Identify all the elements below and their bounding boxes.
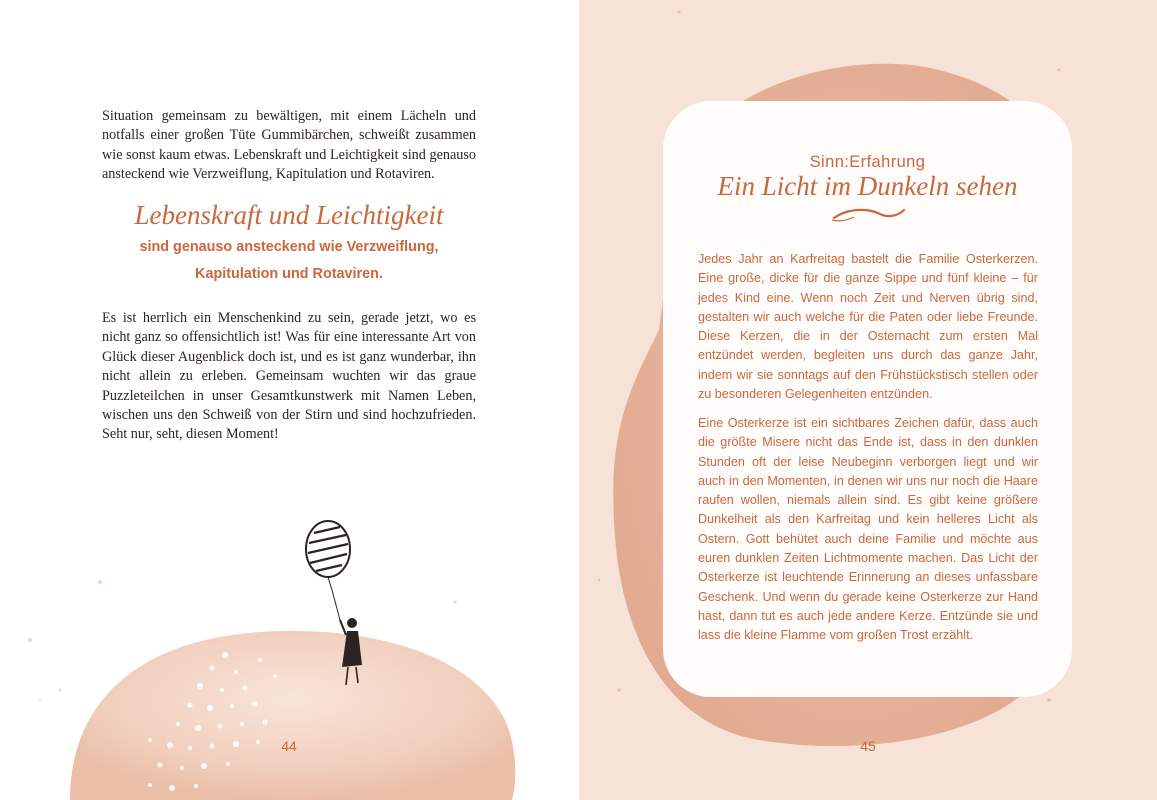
- card-kicker: Sinn:Erfahrung: [809, 153, 926, 171]
- quote-line-2: Kapitulation und Rotaviren.: [195, 266, 383, 282]
- paragraph-1: Situation gemeinsam zu bewältigen, mit einem Lächeln und notfalls einer großen Tüte Gummibärchen, schweißt zusammen wie sonst kaum etwas. Lebenskraft und Leichtigkeit sind genauso ansteckend wie Verzweiflung, Kapitulation und Rotaviren.: [102, 108, 476, 183]
- card-paragraph-2: Eine Osterkerze ist ein sichtbares Zeichen dafür, dass auch die größte Misere nicht das Ende ist, dass in den dunklen Stunden oft der leise Neubeginn verborgen liegt und wir auch in den Momenten, in denen wir uns nur noch die Haare raufen wollen, niemals allein sind. Es gibt keine größere Dunkelheit als den Karfreitag und kein helleres Licht als Ostern. Gott behütet auch deine Familie und möchte aus euren dunklen Zeiten Lichtmomente machen. Das Licht der Osterkerze ist leuchtende Erinnerung an dieses unfassbare Geschenk. Und wenn du gerade keine Osterkerze zur Hand hast, dann tut es auch jede andere Kerze. Entzünde sie und lass die kleine Flamme vom großen Trost erzählt.: [698, 416, 1038, 643]
- paragraph-2: Es ist herrlich ein Menschenkind zu sein, gerade jetzt, wo es nicht ganz so offensichtlich ist! Was für eine interessante Art von Glück dieser Augenblick doch ist, und es ist ganz wunderbar, ihn nicht allein zu erleben. Gemeinsam wuchten wir das graue Puzzleteilchen in unser Gesamtkunstwerk mit Namen Leben, wischen uns den Schweiß von der Stirn und sind hochzufrieden. Seht nur, seht, diesen Moment!: [102, 310, 476, 443]
- page-number-right: 45: [860, 738, 876, 754]
- info-card: [663, 101, 1072, 697]
- quote-title: Lebenskraft und Leichtigkeit: [134, 200, 444, 230]
- card-paragraph-1: Jedes Jahr an Karfreitag bastelt die Familie Osterkerzen. Eine große, dicke für die ganze Sippe und fünf kleine – für jedes Kind eine. Wenn noch Zeit und Nerven übrig sind, gestalten wir auch welche für die Paten oder liebe Freunde. Diese Kerzen, die in der Osternacht zum ersten Mal entzündet werden, begleiten uns durch das ganze Jahr, indem wir sie sonntags auf den Frühstückstisch stellen oder zu besonderen Gelegenheiten entzünden.: [698, 252, 1038, 402]
- card-title: Ein Licht im Dunkeln sehen: [717, 171, 1018, 201]
- balloon-girl-illustration: [300, 515, 380, 715]
- page-number-left: 44: [281, 738, 297, 754]
- quote-line-1: sind genauso ansteckend wie Verzweiflung,: [139, 239, 439, 255]
- flourish-ornament: [828, 204, 908, 224]
